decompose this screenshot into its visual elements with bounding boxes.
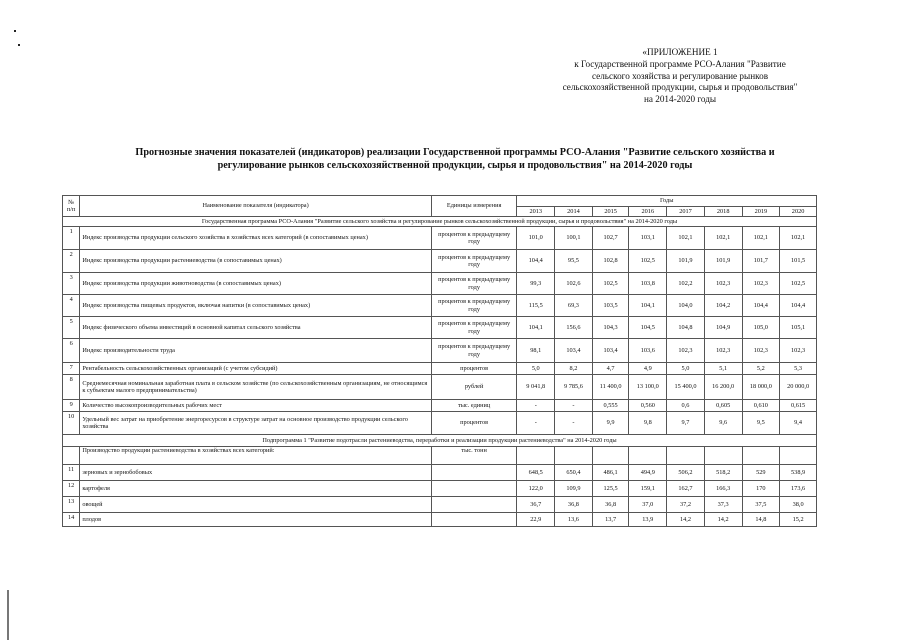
table-row <box>63 250 817 273</box>
unit-cell <box>431 497 517 513</box>
year-header: 2019 <box>742 207 780 217</box>
title-line-2: регулирование рынков сельскохозяйственной продукции, сырья и продовольствия" на 2014-2020 годы <box>217 160 693 171</box>
table-row <box>63 295 817 317</box>
value-cell: 125,5 <box>592 481 629 497</box>
header-name: Наименование показателя (индикатора) <box>80 196 432 217</box>
value-cell: 159,1 <box>629 481 667 497</box>
value-cell: 14,8 <box>742 513 780 527</box>
indicator-name: Индекс производства продукции растениеводства (в сопоставимых ценах) <box>80 250 432 273</box>
value-cell: 0,6 <box>667 400 705 412</box>
unit-cell: процентов к предыдущему году <box>431 250 517 273</box>
unit-cell: процентов к предыдущему году <box>431 317 517 339</box>
value-cell: 104,9 <box>704 317 742 339</box>
value-cell: 0,560 <box>629 400 667 412</box>
value-cell: 102,3 <box>704 273 742 295</box>
value-cell: 100,1 <box>555 227 593 250</box>
value-cell: 162,7 <box>667 481 705 497</box>
value-cell: 103,4 <box>592 339 629 363</box>
header-years: Годы <box>517 196 817 207</box>
row-number <box>63 447 80 465</box>
value-cell: 101,7 <box>742 250 780 273</box>
value-cell: 0,605 <box>704 400 742 412</box>
year-header: 2018 <box>704 207 742 217</box>
value-cell: 518,2 <box>704 465 742 481</box>
unit-cell: процентов <box>431 363 517 375</box>
value-cell: 104,1 <box>517 317 555 339</box>
value-cell: 9 785,6 <box>555 375 593 400</box>
value-cell <box>780 447 817 465</box>
indicator-name: Индекс физического объема инвестиций в основной капитал сельского хозяйства <box>80 317 432 339</box>
value-cell: 102,1 <box>704 227 742 250</box>
value-cell <box>517 447 555 465</box>
appendix-header <box>500 47 860 106</box>
value-cell: 103,1 <box>629 227 667 250</box>
table-row <box>63 227 817 250</box>
row-number: 4 <box>63 295 80 317</box>
appendix-line: на 2014-2020 годы <box>643 94 717 105</box>
value-cell: 102,7 <box>592 227 629 250</box>
indicator-name: картофеля <box>80 481 432 497</box>
value-cell: 122,0 <box>517 481 555 497</box>
table-row <box>63 317 817 339</box>
indicator-name: овощей <box>80 497 432 513</box>
value-cell: 102,6 <box>555 273 593 295</box>
unit-cell <box>431 513 517 527</box>
value-cell: 103,5 <box>592 295 629 317</box>
row-number: 5 <box>63 317 80 339</box>
row-number: 8 <box>63 375 80 400</box>
row-number: 13 <box>63 497 80 513</box>
value-cell: 14,2 <box>704 513 742 527</box>
section-row <box>63 435 817 447</box>
unit-cell: процентов к предыдущему году <box>431 339 517 363</box>
value-cell: 9,5 <box>742 412 780 435</box>
value-cell: 36,7 <box>517 497 555 513</box>
indicators-table <box>62 195 817 527</box>
value-cell: 102,5 <box>629 250 667 273</box>
value-cell: 506,2 <box>667 465 705 481</box>
value-cell: 13,6 <box>555 513 593 527</box>
indicator-name: Удельный вес затрат на приобретение энергоресурсов в структуре затрат на основное производство продукции сельского хозяйства <box>80 412 432 435</box>
value-cell: 156,6 <box>555 317 593 339</box>
unit-cell: тыс. единиц <box>431 400 517 412</box>
year-header: 2015 <box>592 207 629 217</box>
value-cell: 13,7 <box>592 513 629 527</box>
value-cell: - <box>517 412 555 435</box>
value-cell: 102,1 <box>780 227 817 250</box>
value-cell <box>704 447 742 465</box>
row-number: 7 <box>63 363 80 375</box>
value-cell: 99,3 <box>517 273 555 295</box>
value-cell: 5,0 <box>517 363 555 375</box>
value-cell: 5,0 <box>667 363 705 375</box>
document-title <box>40 146 870 172</box>
indicator-name: Среднемесячная номинальная заработная плата в сельском хозяйстве (по сельскохозяйственным организациям, не относящимся к субъектам малого предпринимательства) <box>80 375 432 400</box>
unit-cell <box>431 481 517 497</box>
scan-mark <box>14 30 16 32</box>
value-cell: 104,5 <box>629 317 667 339</box>
value-cell: 18 000,0 <box>742 375 780 400</box>
value-cell: 5,1 <box>704 363 742 375</box>
row-number: 2 <box>63 250 80 273</box>
value-cell: 170 <box>742 481 780 497</box>
value-cell: 101,0 <box>517 227 555 250</box>
value-cell: 36,8 <box>592 497 629 513</box>
value-cell: - <box>555 412 593 435</box>
value-cell: 538,9 <box>780 465 817 481</box>
appendix-line: к Государственной программе РСО-Алания "Развитие <box>574 58 786 69</box>
unit-cell <box>431 465 517 481</box>
value-cell: 105,1 <box>780 317 817 339</box>
year-header: 2014 <box>555 207 593 217</box>
value-cell: 102,3 <box>742 273 780 295</box>
value-cell: 102,5 <box>780 273 817 295</box>
value-cell: 37,5 <box>742 497 780 513</box>
value-cell: 101,5 <box>780 250 817 273</box>
value-cell: 104,4 <box>517 250 555 273</box>
value-cell: 0,610 <box>742 400 780 412</box>
value-cell: 13 100,0 <box>629 375 667 400</box>
header-unit: Единицы измерения <box>431 196 517 217</box>
table-row <box>63 400 817 412</box>
value-cell: 102,1 <box>742 227 780 250</box>
appendix-line: сельского хозяйства и регулирование рынков <box>591 70 769 81</box>
value-cell: 102,5 <box>592 273 629 295</box>
row-number: 12 <box>63 481 80 497</box>
table-row <box>63 412 817 435</box>
value-cell: 104,0 <box>667 295 705 317</box>
value-cell: 9,7 <box>667 412 705 435</box>
value-cell <box>667 447 705 465</box>
header-num: № п/п <box>63 196 80 217</box>
value-cell: 5,2 <box>742 363 780 375</box>
value-cell: 102,3 <box>667 339 705 363</box>
value-cell: 648,5 <box>517 465 555 481</box>
indicator-name: Индекс производительности труда <box>80 339 432 363</box>
value-cell: 109,9 <box>555 481 593 497</box>
scan-edge-line <box>7 590 9 640</box>
value-cell: 0,615 <box>780 400 817 412</box>
table-row <box>63 513 817 527</box>
indicator-name: Индекс производства продукции сельского хозяйства в хозяйствах всех категорий (в сопоставимых ценах) <box>80 227 432 250</box>
value-cell: 9,8 <box>629 412 667 435</box>
row-number: 3 <box>63 273 80 295</box>
scan-mark <box>18 44 20 46</box>
value-cell: 104,3 <box>592 317 629 339</box>
value-cell: - <box>555 400 593 412</box>
table-row <box>63 447 817 465</box>
value-cell: 166,3 <box>704 481 742 497</box>
section-row <box>63 217 817 227</box>
value-cell: 15,2 <box>780 513 817 527</box>
value-cell: 104,1 <box>629 295 667 317</box>
year-header: 2017 <box>667 207 705 217</box>
value-cell: 8,2 <box>555 363 593 375</box>
table-row <box>63 339 817 363</box>
value-cell: 37,3 <box>704 497 742 513</box>
value-cell: 104,8 <box>667 317 705 339</box>
row-number: 10 <box>63 412 80 435</box>
value-cell: 9 041,8 <box>517 375 555 400</box>
value-cell: 69,3 <box>555 295 593 317</box>
value-cell: 9,6 <box>704 412 742 435</box>
indicator-name: зерновых и зернобобовых <box>80 465 432 481</box>
appendix-line: сельскохозяйственной продукции, сырья и продовольствия" <box>562 82 798 93</box>
value-cell: 104,2 <box>704 295 742 317</box>
value-cell: 37,0 <box>629 497 667 513</box>
value-cell: 103,4 <box>555 339 593 363</box>
value-cell: 36,8 <box>555 497 593 513</box>
appendix-line: «ПРИЛОЖЕНИЕ 1 <box>642 47 718 57</box>
row-number: 14 <box>63 513 80 527</box>
value-cell: 102,3 <box>742 339 780 363</box>
indicator-name: Производство продукции растениеводства в хозяйствах всех категорий: <box>80 447 432 465</box>
unit-cell: рублей <box>431 375 517 400</box>
value-cell: 101,9 <box>667 250 705 273</box>
value-cell: 16 200,0 <box>704 375 742 400</box>
section-title: Подпрограмма 1 "Развитие подотрасли растениеводства, переработки и реализации продукции растениеводства" на 2014-2020 годы <box>63 435 817 447</box>
value-cell: 104,4 <box>780 295 817 317</box>
value-cell: 105,0 <box>742 317 780 339</box>
value-cell: 102,2 <box>667 273 705 295</box>
value-cell: - <box>517 400 555 412</box>
value-cell: 650,4 <box>555 465 593 481</box>
value-cell: 38,0 <box>780 497 817 513</box>
value-cell: 102,8 <box>592 250 629 273</box>
table-row <box>63 363 817 375</box>
year-header: 2016 <box>629 207 667 217</box>
unit-cell: процентов к предыдущему году <box>431 295 517 317</box>
value-cell: 14,2 <box>667 513 705 527</box>
value-cell: 115,5 <box>517 295 555 317</box>
title-line-1: Прогнозные значения показателей (индикаторов) реализации Государственной программы РСО-Алания "Развитие сельского хозяйства и <box>135 147 775 158</box>
value-cell: 494,9 <box>629 465 667 481</box>
table-body <box>63 217 817 527</box>
value-cell: 4,7 <box>592 363 629 375</box>
value-cell: 102,3 <box>780 339 817 363</box>
value-cell: 5,3 <box>780 363 817 375</box>
unit-cell: процентов <box>431 412 517 435</box>
value-cell: 11 400,0 <box>592 375 629 400</box>
row-number: 6 <box>63 339 80 363</box>
unit-cell: процентов к предыдущему году <box>431 273 517 295</box>
table-row <box>63 481 817 497</box>
row-number: 9 <box>63 400 80 412</box>
value-cell: 95,5 <box>555 250 593 273</box>
indicator-name: Количество высокопроизводительных рабочих мест <box>80 400 432 412</box>
value-cell <box>555 447 593 465</box>
value-cell: 15 400,0 <box>667 375 705 400</box>
value-cell: 13,9 <box>629 513 667 527</box>
unit-cell: процентов к предыдущему году <box>431 227 517 250</box>
value-cell: 98,1 <box>517 339 555 363</box>
value-cell <box>592 447 629 465</box>
value-cell: 20 000,0 <box>780 375 817 400</box>
value-cell: 101,9 <box>704 250 742 273</box>
value-cell: 9,4 <box>780 412 817 435</box>
unit-cell: тыс. тонн <box>431 447 517 465</box>
value-cell: 173,6 <box>780 481 817 497</box>
value-cell: 103,8 <box>629 273 667 295</box>
value-cell: 22,9 <box>517 513 555 527</box>
indicator-name: плодов <box>80 513 432 527</box>
indicator-name: Индекс производства пищевых продуктов, включая напитки (в сопоставимых ценах) <box>80 295 432 317</box>
value-cell: 0,555 <box>592 400 629 412</box>
indicator-name: Рентабельность сельскохозяйственных организаций (с учетом субсидий) <box>80 363 432 375</box>
value-cell: 103,6 <box>629 339 667 363</box>
value-cell: 529 <box>742 465 780 481</box>
section-title: Государственная программа РСО-Алания "Развитие сельского хозяйства и регулирование рынков сельскохозяйственной продукции, сырья и продовольствия" на 2014-2020 годы <box>63 217 817 227</box>
value-cell: 486,1 <box>592 465 629 481</box>
value-cell: 104,4 <box>742 295 780 317</box>
value-cell: 102,3 <box>704 339 742 363</box>
value-cell <box>629 447 667 465</box>
table-row <box>63 375 817 400</box>
year-header: 2013 <box>517 207 555 217</box>
value-cell <box>742 447 780 465</box>
value-cell: 4,9 <box>629 363 667 375</box>
value-cell: 102,1 <box>667 227 705 250</box>
indicator-name: Индекс производства продукции животноводства (в сопоставимых ценах) <box>80 273 432 295</box>
row-number: 11 <box>63 465 80 481</box>
row-number: 1 <box>63 227 80 250</box>
value-cell: 37,2 <box>667 497 705 513</box>
table-row <box>63 465 817 481</box>
table-row <box>63 273 817 295</box>
table-row <box>63 497 817 513</box>
value-cell: 9,9 <box>592 412 629 435</box>
year-header: 2020 <box>780 207 817 217</box>
